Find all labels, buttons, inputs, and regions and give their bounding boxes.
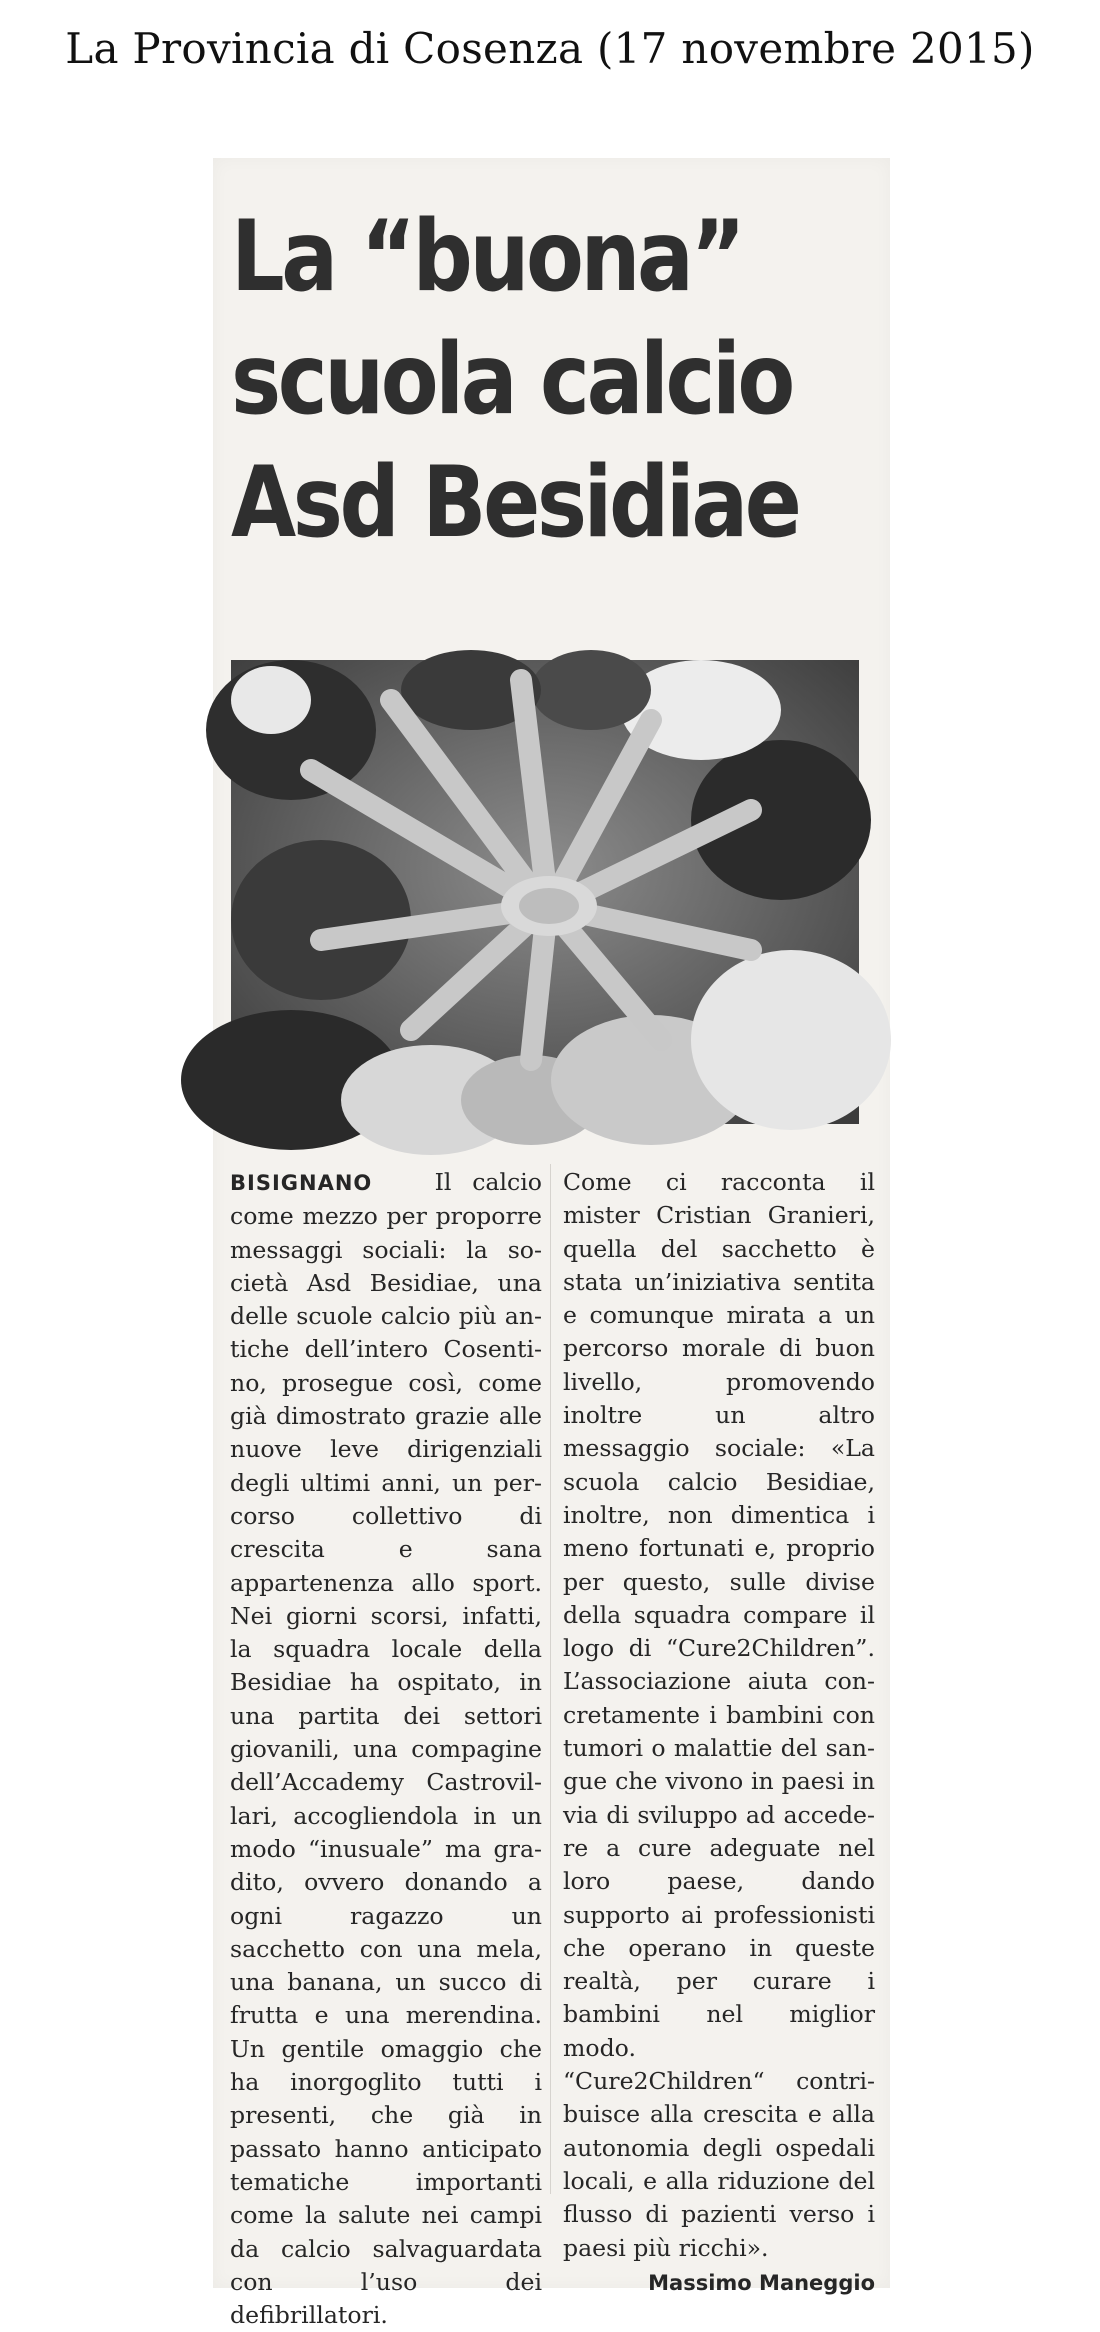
paragraph: Come ci racconta il mister Cristian Granieri, quella del sacchetto è stata un’iniziativa sentita e comunque mirata a un percorso morale di buon livello, promovendo inoltre un altro messaggio sociale: «La scuola calcio Besidiae, inoltre, non dimentica i meno fortunati e, proprio per questo, sulle divise della squadra compare il logo di “Cure2Children”. L’associazione aiuta concretamente i bambini con tumori o malattie del sangue che vivono in paesi in via di sviluppo ad accedere a cure adeguate nel loro paese, dando supporto ai professionisti che operano in queste realtà, per curare i bambini nel miglior modo. xyxy=(563,1168,875,2062)
column-divider xyxy=(550,1164,551,2194)
headline-line-1: La “buona” xyxy=(231,200,743,314)
article-byline: Massimo Maneggio xyxy=(648,2270,875,2295)
article-photo xyxy=(231,660,859,1124)
children-hands-together-image xyxy=(231,660,859,1124)
paragraph-text: Il calcio come mezzo per proporre messaggi sociali: la società Asd Besidiae, una delle scuole calcio più antiche dell’intero Cosentino, prosegue così, come già dimostrato grazie alle nuove leve dirigenziali degli ultimi anni, un percorso collettivo di crescita e sana appartenenza allo sport. Nei giorni scorsi, infatti, la squadra locale della Besidiae ha ospitato, in una partita dei settori giovanili, una compagine dell’Accademy Castrovillari, accogliendola in un modo “inusuale” ma gradito, ovvero donando a ogni ragazzo un sacchetto con una mela, una banana, un succo di frutta e una merendina. Un gentile omaggio che ha inorgoglito tutti i presenti, che già in passato hanno anticipato tematiche importanti come la salute nei campi da calcio salvaguardata con l’uso dei defibrillatori. xyxy=(230,1168,543,2330)
article-dateline: BISIGNANO xyxy=(230,1171,373,1195)
headline-line-3: Asd Besidiae xyxy=(231,446,799,560)
source-caption: La Provincia di Cosenza (17 novembre 2015) xyxy=(65,24,1035,73)
article-body-left-column xyxy=(230,1166,542,2332)
article-headline xyxy=(231,196,799,565)
paragraph xyxy=(230,1166,542,2332)
paragraph: “Cure2Children“ contribuisce alla crescita e alla autonomia degli ospedali locali, e alla riduzione del flusso di pazienti verso i paesi più ricchi». xyxy=(563,2067,875,2262)
headline-line-2: scuola calcio xyxy=(231,323,792,437)
article-body-right-column xyxy=(563,1166,875,2300)
newspaper-clipping xyxy=(213,158,890,2330)
